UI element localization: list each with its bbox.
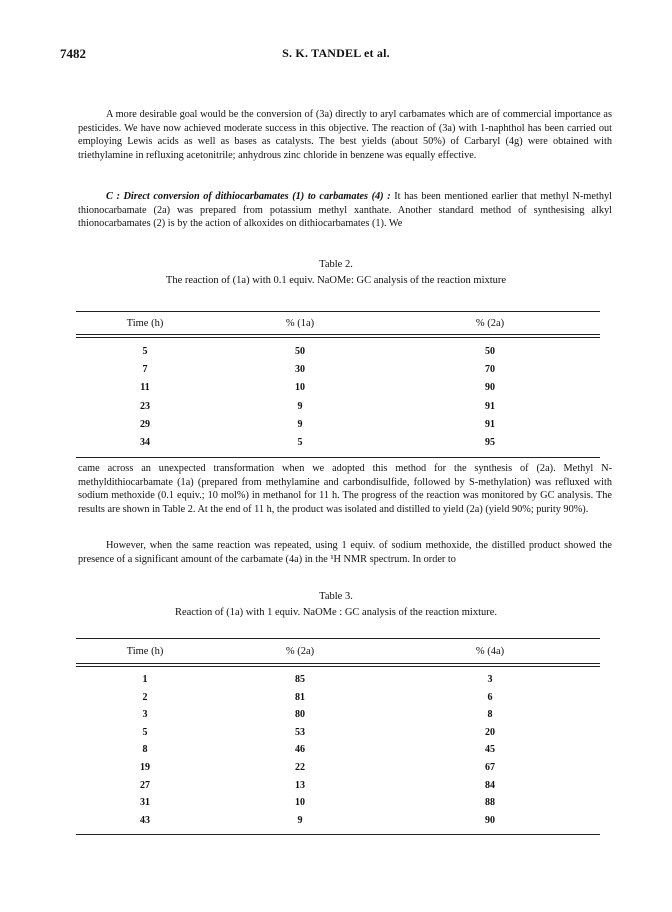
table2-header-cell: % (2a) <box>475 318 505 329</box>
table3-header-rule-2 <box>76 666 600 667</box>
page-number: 7482 <box>60 46 86 61</box>
table3-cell: 20 <box>485 726 495 738</box>
table2-cell: 7 <box>142 364 148 376</box>
table3-caption: Reaction of (1a) with 1 equiv. NaOMe : GC analysis of the reaction mixture. <box>174 607 498 618</box>
table3-cell: 27 <box>140 779 150 791</box>
table2-cell: 23 <box>140 400 150 412</box>
table3-header-cell: % (4a) <box>475 646 505 657</box>
table2-header-cell: % (1a) <box>285 318 315 329</box>
table3-bottom-rule <box>76 834 600 835</box>
table3-cell: 10 <box>295 797 305 809</box>
table3-cell: 67 <box>485 762 495 773</box>
table3-cell: 80 <box>295 709 305 721</box>
running-head: S. K. TANDEL et al. <box>282 46 390 60</box>
paragraph-same-reaction: However, when the same reaction was repeated, using 1 equiv. of sodium methoxide, the distilled product showed the presence of a significant amount of the carbamate (4a) in the ¹H NMR spectrum. In order to <box>78 540 612 565</box>
table3-cell: 6 <box>487 691 493 703</box>
table2-header-cell: Time (h) <box>126 318 164 329</box>
table2-bottom-rule <box>76 457 600 458</box>
table2-header-rule-1 <box>76 334 600 335</box>
table3-cell: 53 <box>295 726 305 738</box>
table3-cell: 1 <box>142 674 148 685</box>
paragraph-aryl-carbamates: A more desirable goal would be the conversion of (3a) directly to aryl carbamates which are of commercial importance as pesticides. We have now achieved moderate success in this objective. The reaction of (3a) with 1-naphthol has been carried out employing Lewis acids as well as bases as catalysts. The best yields (about 50%) of Carbaryl (4g) were obtained with triethylamine in refluxing acetonitrile; anhydrous zinc chloride in benzene was equally effective. <box>78 109 612 161</box>
table3-header-cell: % (2a) <box>285 646 315 657</box>
table2-cell: 5 <box>142 346 148 357</box>
table3-cell: 3 <box>142 709 148 721</box>
table2-cell: 70 <box>485 364 495 376</box>
table3-cell: 45 <box>485 744 495 756</box>
table2-cell: 5 <box>297 437 303 448</box>
table3-cell: 46 <box>295 744 305 756</box>
table2-cell: 50 <box>485 346 495 357</box>
table3-label: Table 3. <box>319 591 353 602</box>
table3-header-rule-1 <box>76 663 600 664</box>
table3-cell: 9 <box>297 814 303 826</box>
paragraph-direct-conversion-text: It has been mentioned earlier that methyl N-methyl thionocarbamate (2a) was prepared from potassium methyl xanthate. Another standard method of synthesising alkyl thionocarbamates (2) is by the action of alkoxides on dithiocarbamates (1). We <box>78 191 612 230</box>
table3-top-rule <box>76 638 600 639</box>
table2-cell: 95 <box>485 437 495 448</box>
table2-cell: 91 <box>485 418 495 430</box>
table3-cell: 13 <box>295 779 305 791</box>
table2-header-rule-2 <box>76 337 600 338</box>
section-heading-c: C : Direct conversion of dithiocarbamates (1) to carbamates (4) : <box>106 191 391 202</box>
table2-label: Table 2. <box>319 259 353 270</box>
table3-cell: 8 <box>487 709 493 721</box>
table3-cell: 2 <box>142 691 148 703</box>
paragraph-direct-conversion <box>78 190 612 231</box>
table2-cell: 10 <box>295 382 305 394</box>
paragraph-unexpected-transformation: came across an unexpected transformation when we adopted this method for the synthesis of (2a). Methyl N-methyldithiocarbamate (1a) (prepared from methylamine and carbondisulfide, followed by S-methylation) was refluxed with sodium methoxide (0.1 equiv.; 10 mol%) in methanol for 11 h. The progress of the reaction was monitored by GC analysis. The results are shown in Table 2. At the end of 11 h, the product was isolated and distilled to yield (2a) (yield 90%; purity 90%). <box>78 463 612 515</box>
table2-cell: 30 <box>295 364 305 376</box>
table2-cell: 29 <box>140 418 150 430</box>
table2-cell: 91 <box>485 400 495 412</box>
table2-cell: 90 <box>485 382 495 394</box>
table3-cell: 3 <box>487 674 493 685</box>
table2-top-rule <box>76 311 600 312</box>
table2-cell: 34 <box>140 437 150 448</box>
table3-cell: 90 <box>485 814 495 826</box>
table2-cell: 50 <box>295 346 305 357</box>
table3-cell: 31 <box>140 797 150 809</box>
table2-cell: 11 <box>140 382 150 394</box>
table3-header-cell: Time (h) <box>126 646 164 657</box>
table3-cell: 22 <box>295 762 305 773</box>
table3-cell: 81 <box>295 691 305 703</box>
table2-cell: 9 <box>297 400 303 412</box>
table3-cell: 85 <box>295 674 305 685</box>
table3-cell: 43 <box>140 814 150 826</box>
table3-cell: 88 <box>485 797 495 809</box>
table3-cell: 8 <box>142 744 148 756</box>
table3-cell: 5 <box>142 726 148 738</box>
table3-cell: 84 <box>485 779 495 791</box>
table3-cell: 19 <box>140 762 150 773</box>
table2-caption: The reaction of (1a) with 0.1 equiv. NaOMe: GC analysis of the reaction mixture <box>165 275 507 286</box>
table2-cell: 9 <box>297 418 303 430</box>
